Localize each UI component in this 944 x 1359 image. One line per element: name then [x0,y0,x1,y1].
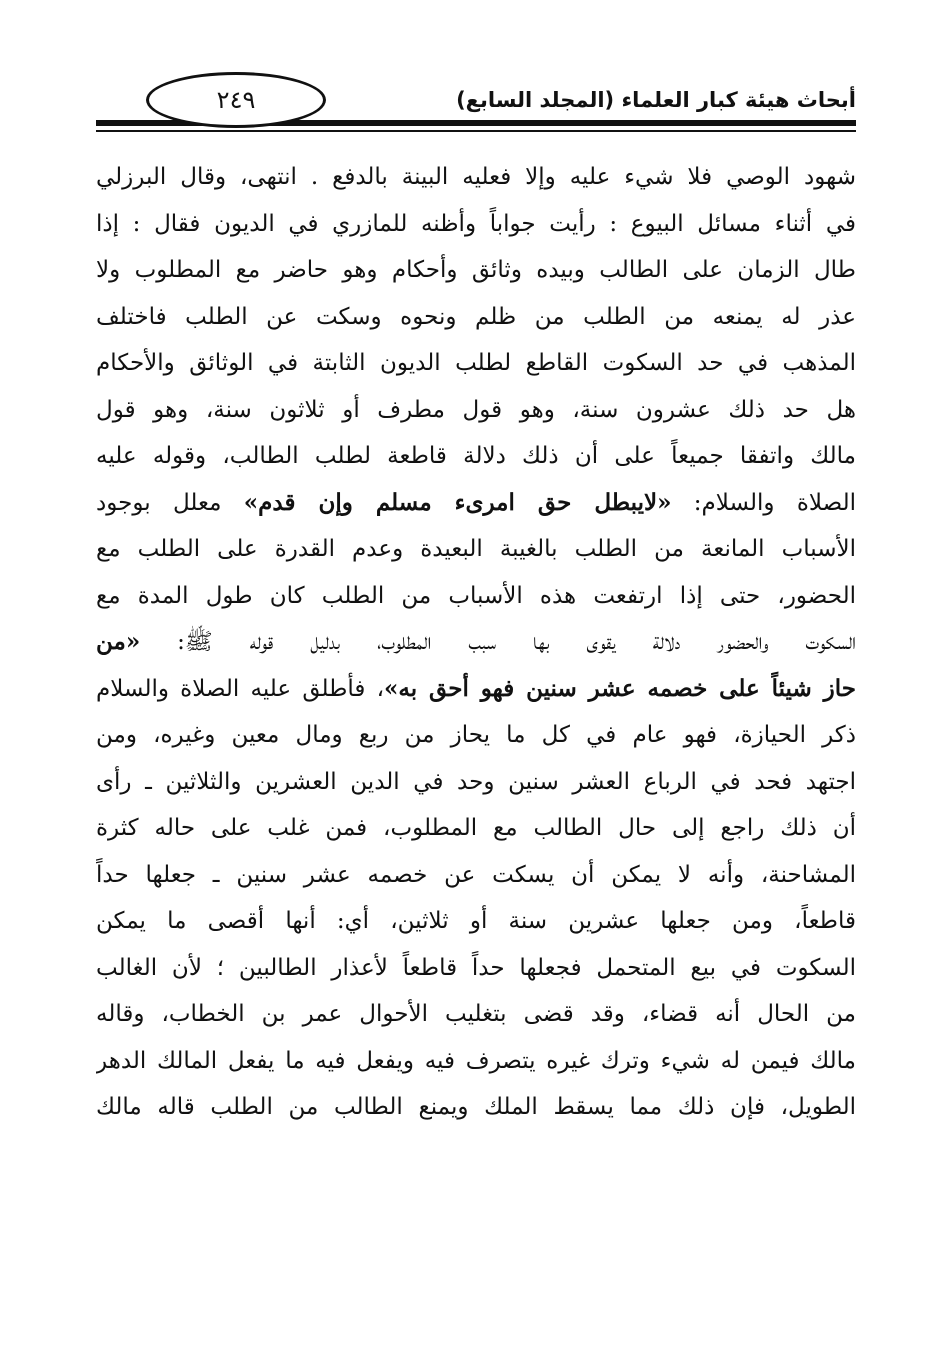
text-line: السكوت في بيع المتحمل فجعلها حداً قاطعاً لأعذار الطالبين ؛ لأن الغالب [96,954,856,981]
header-thin-rule [96,130,856,132]
text-line [96,480,856,527]
text-line: طال الزمان على الطالب وبيده وثائق وأحكام وهو حاضر مع المطلوب ولا [96,257,856,283]
text-line: من الحال أنه قضاء، وقد قضى بتغليب الأحوال عمر بن الخطاب، وقاله [96,1001,856,1027]
text-line: أن ذلك راجع إلى حال الطالب مع المطلوب، فمن غلب على حاله كثرة [96,815,856,841]
page-number-badge [146,72,326,128]
text-line [96,666,856,713]
page-body [96,154,856,1131]
text-line: عذر له يمنعه من الطلب من ظلم ونحوه وسكت عن الطلب فاختلف [96,303,856,330]
hadith-quote: «لايبطل حق امرىء مسلم وإن قدم» [243,488,672,516]
text-line: الحضور، حتى إذا ارتفعت هذه الأسباب من الطلب كان طول المدة مع [96,582,856,609]
text-line: الطويل، فإن ذلك مما يسقط الملك ويمنع الطالب من الطلب قاله مالك [96,1094,856,1120]
text-line: ذكر الحيازة، فهو عام في كل ما يحاز من ربع ومال معين وغيره، ومن [96,722,856,748]
page-number: ٢٤٩ [216,86,256,114]
line-text: معلل بوجود [96,489,244,516]
text-line: المشاحنة، وأنه لا يمكن أن يسكت عن خصمه عشر سنين ـ جعلها حداً [96,861,856,888]
text-line: الأسباب المانعة من الطلب بالغيبة البعيدة وعدم القدرة على الطلب مع [96,536,856,562]
line-text: السكوت والحضور دلالة يقوى بها سبب المطلوب، بدليل قوله ﷺ: [140,629,856,655]
line-text: ، فأطلق عليه الصلاة والسلام [96,675,385,702]
hadith-quote: حاز شيئاً على خصمه عشر سنين فهو أحق به» [384,674,856,702]
text-line: مالك فيمن له شيء وترك غيره يتصرف فيه ويفعل فيه ما يفعل المالك الدهر [96,1047,856,1074]
text-line: هل حد ذلك عشرون سنة، وهو قول مطرف أو ثلاثون سنة، وهو قول [96,396,856,423]
text-line [96,619,856,666]
text-line: في أثناء مسائل البيوع : رأيت جواباً وأظنه للمازري في الديون فقال : إذا [96,210,856,237]
text-line: مالك واتفقا جميعاً على أن ذلك دلالة قاطعة لطلب الطالب، وقوله عليه [96,443,856,469]
text-line: شهود الوصي فلا شيء عليه وإلا فعليه البينة بالدفع . انتهى، وقال البرزلي [96,164,856,190]
hadith-quote: «من [96,628,141,655]
text-line: قاطعاً، ومن جعلها عشرين سنة أو ثلاثين، أي: أنها أقصى ما يمكن [96,908,856,934]
page-header [96,68,856,138]
text-line: المذهب في حد السكوت القاطع لطلب الديون الثابتة في الوثائق والأحكام [96,350,856,376]
text-line: اجتهد فحد في الرباع العشر سنين وحد في الدين العشرين والثلاثين ـ رأى [96,768,856,795]
running-title: أبحاث هيئة كبار العلماء (المجلد السابع) [456,88,856,112]
line-text: الصلاة والسلام: [671,489,856,516]
